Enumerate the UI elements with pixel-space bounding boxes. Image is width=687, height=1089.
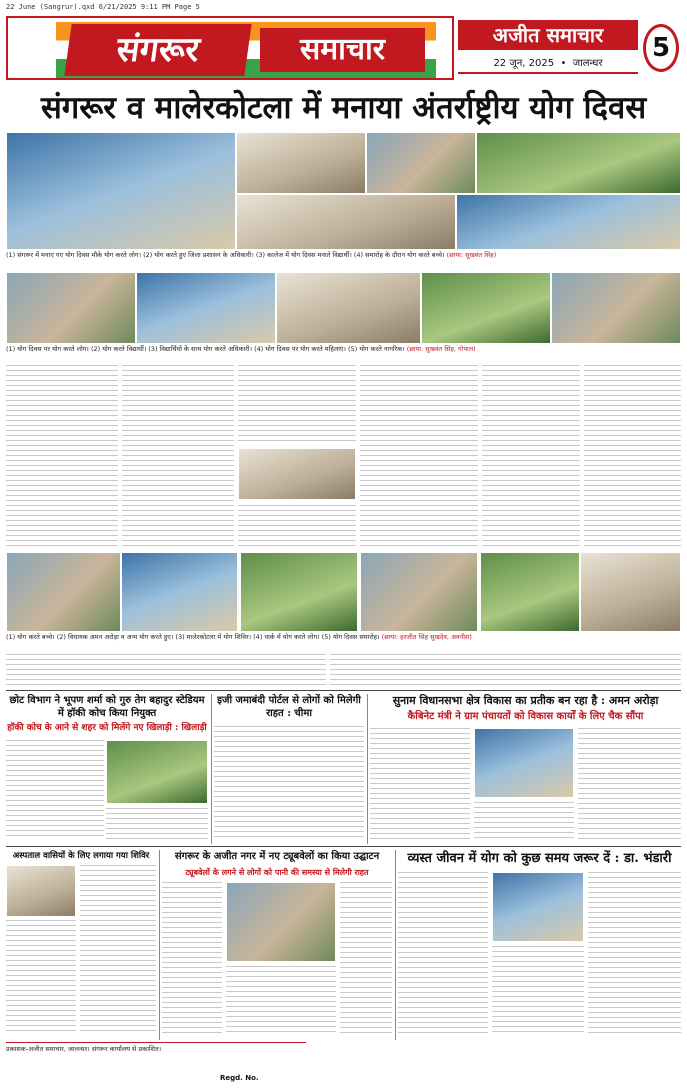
article-column-5 (482, 365, 580, 550)
article-continuation-right (330, 654, 681, 686)
column-rule-2 (367, 694, 368, 844)
story-3-col-2 (474, 802, 574, 840)
story-2-body (214, 726, 364, 840)
story-4-body (80, 865, 156, 1035)
photo-yoga-field (476, 132, 681, 194)
registration-number: Regd. No. (220, 1074, 259, 1082)
caption-row-2 (6, 345, 681, 363)
photo-yoga-stage-2 (360, 552, 478, 632)
story-6-headline: व्यस्त जीवन में योग को कुछ समय जरूर दें : डा. भंडारी (407, 851, 672, 866)
section-city-title: संगरूर (64, 24, 251, 76)
story-1-col-2 (106, 808, 208, 840)
paper-info (458, 16, 681, 80)
caption-row-3 (6, 633, 681, 651)
article-column-6 (584, 365, 681, 550)
story-4-body-2 (6, 920, 76, 1035)
story-1-subhead: हॉकी कोच के आने से शहर को मिलेंगे नए खिलाड़ी : खिलाड़ी (7, 723, 207, 733)
photo-tubewell-inauguration (226, 882, 336, 962)
column-rule-3 (159, 850, 160, 1040)
story-5-col-3 (226, 966, 336, 1035)
photo-camp (6, 865, 76, 917)
article-column-2 (122, 365, 234, 550)
article-continuation-left (6, 654, 326, 686)
caption-row-3-credit: (छाया: हरजीत सिंह सुखदेव, अवनीश) (381, 633, 472, 641)
story-5-col-1 (162, 882, 222, 1035)
print-slug: 22 June (Sangrur).qxd 6/21/2025 9:11 PM Page 5 (6, 3, 200, 11)
photo-cheque-handover (474, 728, 574, 798)
photo-yoga-minister (121, 552, 238, 632)
main-headline: संगरूर व मालेरकोटला में मनाया अंतर्राष्ट्रीय योग दिवस (40, 90, 647, 126)
photo-yoga-hall (236, 132, 366, 194)
caption-row-2-credit: (छाया: सुखवंत सिंह, गोपाल) (406, 345, 476, 353)
section-divider (6, 690, 681, 691)
story-1-headline: छोट विभाग ने भूपण शर्मा को गुरु तेग बहादुर स्टेडियम में हॉकी कोच किया नियुक्त (9, 695, 205, 719)
page-number: 5 (643, 24, 679, 72)
section-title: समाचार (260, 28, 425, 72)
section-divider-2 (6, 846, 681, 847)
photo-yoga-indoor (238, 448, 356, 500)
column-rule-4 (395, 850, 396, 1040)
story-6-col-2 (492, 946, 584, 1035)
photo-yoga-camp (480, 552, 580, 632)
story-5-subhead: ट्यूबवेलों के लगने से लोगों को पानी की समस्या से मिलेगी राहत (185, 867, 369, 877)
story-5-headline: संगरूर के अजीत नगर में नए ट्यूबवेलों का किया उद्घाटन (174, 851, 380, 862)
photo-yoga-group (366, 132, 476, 194)
photo-yoga-children (6, 552, 121, 632)
story-5-col-2 (340, 882, 392, 1035)
section-banner (6, 16, 454, 80)
caption-row-1-text: (1) संगरूर में मनाए गए योग दिवस मौके योग करते लोग। (2) योग करते हुए जिला प्रशासन के अधिकारी। (3) कालेज में योग दिवस मनाते विद्यार्थी। (4) समारोह के दौरान योग करते बच्चे। (6, 251, 445, 259)
photo-yoga-girl (240, 552, 358, 632)
imprint-text: प्रकाशक-अजीत समाचार, जालन्धर। संगरूर कार्यालय से प्रकाशित। (6, 1045, 162, 1053)
photo-yoga-college (276, 272, 421, 344)
photo-yoga-school (136, 272, 276, 344)
issue-date: 22 जून, 2025 (493, 58, 555, 69)
caption-row-1 (6, 251, 681, 271)
story-4-headline: अस्पताल वासियों के लिए लगाया गया शिविर (12, 851, 150, 861)
story-1-col-1 (6, 740, 104, 840)
article-column-3 (238, 365, 356, 445)
caption-row-2-text: (1) योग दिवस पर योग करते लोग। (2) योग करते विद्यार्थी। (3) विद्यार्थियों के साथ योग करते अधिकारी। (4) योग दिवस पर योग करते महिलाएं। (5) योग करते नागरिक। (6, 345, 405, 353)
photo-doctor-yoga (492, 872, 584, 942)
photo-yoga-ground (421, 272, 551, 344)
photo-yoga-park (551, 272, 681, 344)
masthead (6, 16, 681, 80)
photo-yoga-seated (6, 272, 136, 344)
story-2-headline: इजी जमाबंदी पोर्टल से लोगों को मिलेगी राहत : चीमा (217, 695, 361, 719)
photo-hockey-team (106, 740, 208, 804)
paper-name: अजीत समाचार (458, 20, 638, 50)
article-column-1 (6, 365, 118, 550)
photo-yoga-event (580, 552, 681, 632)
photo-yoga-stage (6, 132, 236, 250)
column-rule-1 (211, 694, 212, 844)
caption-row-3-text: (1) योग करते बच्चे। (2) विधायक अमन अरोड़ा व अन्य योग करते हुए। (3) मालेरकोटला में योग शिविर। (4) पार्क में योग करते लोग। (5) योग दिवस समारोह। (6, 633, 380, 641)
article-column-4 (360, 365, 478, 550)
article-column-3b (238, 505, 356, 550)
story-3-col-3 (578, 728, 681, 840)
story-6-col-1 (398, 872, 488, 1035)
photo-yoga-mats (236, 194, 456, 250)
story-3-headline: सुनाम विधानसभा क्षेत्र विकास का प्रतीक बन रहा है : अमन अरोड़ा (392, 694, 659, 707)
story-3-col-1 (370, 728, 470, 840)
edition-city: जालन्धर (572, 58, 603, 69)
date-line: 22 जून, 2025 • जालन्धर (458, 54, 638, 74)
caption-row-1-credit: (छाया: सुखवंत सिंह) (446, 251, 497, 259)
story-3-subhead: कैबिनेट मंत्री ने ग्राम पंचायतों को विकास कार्यों के लिए चैक सौंपा (407, 711, 644, 722)
story-6-col-3 (588, 872, 681, 1035)
photo-yoga-rows (456, 194, 681, 250)
